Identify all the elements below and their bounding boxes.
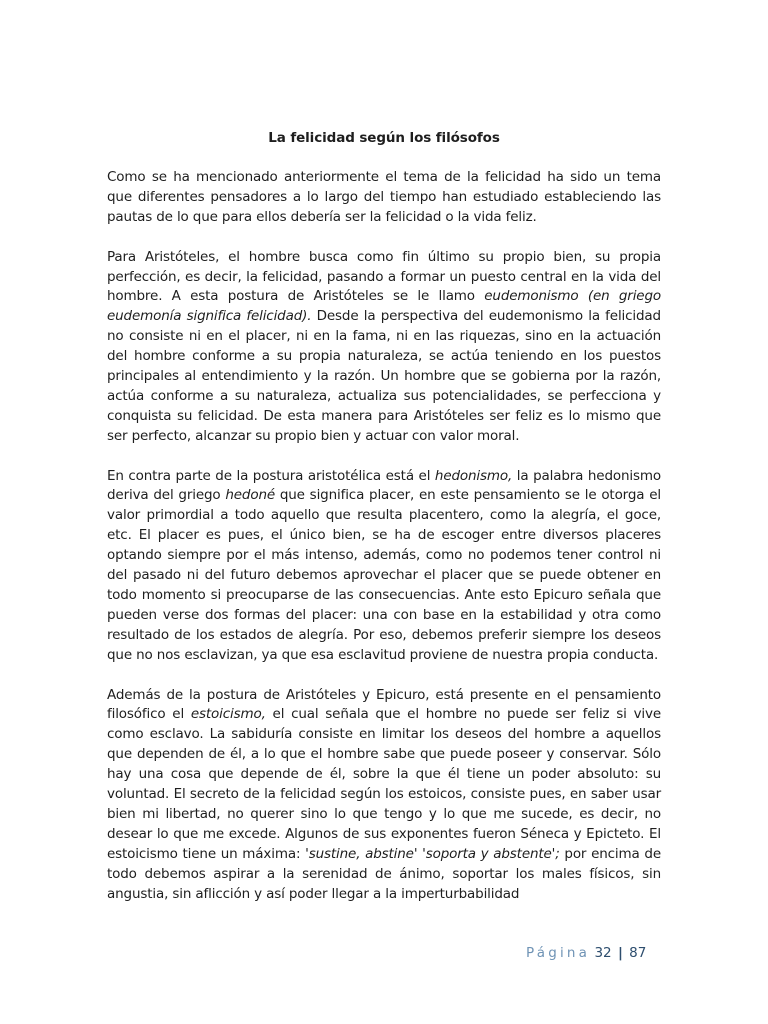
page-number: 32 <box>594 945 612 961</box>
paragraph-text: por encima de todo debemos aspirar a la serenidad de ánimo, soportar los males físicos, sin angustia, sin aflicción y así poder llegar a la imperturbabilidad <box>107 845 661 902</box>
paragraph-text: Para Aristóteles, el hombre busca como fin último su propio bien, su propia perfección, es decir, la felicidad, pasando a formar un puesto central en la vida del hombre. A esta postura de Aristóteles se le llamo <box>107 248 661 305</box>
body-paragraph <box>107 686 661 905</box>
paragraph-text: que significa placer, en este pensamiento se le otorga el valor primordial a todo aquello que resulta placentero, como la alegría, el goce, etc. El placer es pues, el único bien, se ha de escoger entre diversos placeres optando siempre por el más intenso, además, como no podemos tener control ni del pasado ni del futuro debemos aprovechar el placer que se puede obtener en todo momento si preocuparse de las consecuencias. Ante esto Epicuro señala que pueden verse dos formas del placer: una con base en la estabilidad y otra como resultado de los estados de alegría. Por eso, debemos preferir siempre los deseos que no nos esclavizan, ya que esa esclavitud proviene de nuestra propia conducta. <box>107 487 661 663</box>
body-paragraph <box>107 248 661 447</box>
italic-term: estoicismo, <box>190 706 266 723</box>
paragraph-text: Desde la perspectiva del eudemonismo la felicidad no consiste ni en el placer, ni en la fama, ni en las riquezas, sino en la actuación del hombre conforme a su propia naturaleza, se actúa teniendo en los puestos principales al entendimiento y la razón. Un hombre que se gobierna por la razón, actúa conforme a su naturaleza, actualiza sus potencialidades, se perfecciona y conquista su felicidad. De esta manera para Aristóteles ser feliz es lo mismo que ser perfecto, alcanzar su propio bien y actuar con valor moral. <box>107 308 661 444</box>
paragraph-text: la palabra hedonismo deriva del griego <box>107 467 661 504</box>
italic-term: hedonismo, <box>434 467 513 484</box>
paragraph-text: En contra parte de la postura aristotélica está el <box>107 467 435 484</box>
paragraph-text: el cual señala que el hombre no puede ser feliz si vive como esclavo. La sabiduría consiste en limitar los deseos del hombre a aquellos que dependen de él, a lo que el hombre sabe que puede poseer y conservar. Sólo hay una cosa que depende de él, sobre la que él tiene un poder absoluto: su voluntad. El secreto de la felicidad según los estoicos, consiste pues, en saber usar bien mi libertad, no querer sino lo que tengo y lo que me sucede, es decir, no desear lo que me excede. Algunos de sus exponentes fueron Séneca y Epicteto. El estoicismo tiene un máxima: <box>107 706 662 862</box>
page-footer <box>526 944 646 962</box>
body-paragraph <box>107 168 661 228</box>
italic-term: eudemonismo (en griego eudemonía significa felicidad). <box>107 288 661 325</box>
body-paragraph <box>107 467 661 666</box>
total-pages: 87 <box>629 945 647 961</box>
page-label: Página <box>526 945 591 961</box>
document-page <box>107 128 661 904</box>
page-separator: | <box>617 945 623 961</box>
italic-term: hedoné <box>225 487 276 504</box>
document-title: La felicidad según los filósofos <box>268 130 500 146</box>
document-body <box>107 168 661 904</box>
italic-term: 'sustine, abstine' 'soporta y abstente'; <box>305 845 560 862</box>
paragraph-text: Como se ha mencionado anteriormente el tema de la felicidad ha sido un tema que diferentes pensadores a lo largo del tiempo han estudiado estableciendo las pautas de lo que para ellos debería ser la felicidad o la vida feliz. <box>107 169 661 225</box>
paragraph-text: Además de la postura de Aristóteles y Epicuro, está presente en el pensamiento filosófico el <box>107 686 661 723</box>
